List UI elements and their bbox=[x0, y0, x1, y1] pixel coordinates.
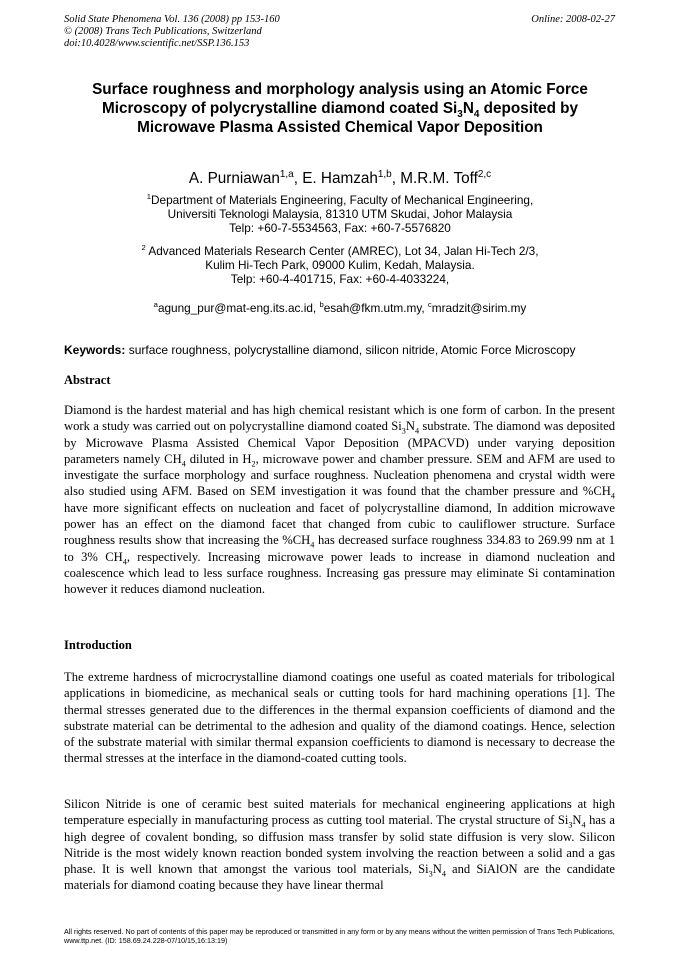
introduction-paragraph-2 bbox=[64, 796, 615, 894]
body-text: Diamond is the hardest material and has high chemical resistant which is one form of carbon. In the present work a study was carried out on polycrystalline diamond coated Si bbox=[64, 403, 615, 434]
body-text: and SiAlON are the candidate materials for diamond coating because they have linear thermal bbox=[64, 862, 615, 893]
affiliation-mark: 2 bbox=[141, 243, 146, 253]
body-text: has decreased surface roughness 334.83 to 269.99 nm at 1 to 3% CH bbox=[64, 533, 615, 564]
email-mark: a bbox=[153, 300, 158, 310]
author bbox=[189, 170, 302, 187]
affiliation-1 bbox=[64, 193, 616, 235]
subscript: 4 bbox=[310, 540, 315, 550]
body-text: The extreme hardness of microcrystalline diamond coatings one useful as coated materials for tribological applications in biomedicine, as mechanical seals or cutting tools for hard machining operations [1]. The thermal stresses generated due to the differences in the thermal expansion coefficients of diamond and the substrate material can be detrimental to the adhesion and quality of the diamond coatings. Hence, selection of the substrate material with similar thermal expansion coefficients to diamond is necessary to decrease the thermal stresses at the interface in the diamond-coated cutting tools. bbox=[64, 670, 615, 766]
copyright-footer: All rights reserved. No part of contents of this paper may be reproduced or transmitted in any form or by any means without the written permission of Trans Tech Publications, www.ttp.net. (ID: 158.69.24.228-07/10/15,16:13:19) bbox=[64, 927, 615, 945]
affiliation-text: Department of Materials Engineering, Faculty of Mechanical Engineering, bbox=[150, 193, 534, 207]
affiliation-contact: Telp: +60-7-5534563, Fax: +60-7-5576820 bbox=[229, 221, 451, 235]
author-name: A. Purniawan bbox=[188, 170, 280, 187]
affiliation-line: Universiti Teknologi Malaysia, 81310 UTM Skudai, Johor Malaysia bbox=[167, 207, 513, 221]
affiliation-line: Kulim Hi-Tech Park, 09000 Kulim, Kedah, Malaysia. bbox=[205, 258, 475, 272]
author-name: M.R.M. Toff bbox=[400, 170, 478, 187]
keywords bbox=[64, 343, 576, 357]
journal-header bbox=[64, 14, 280, 50]
body-text: N bbox=[405, 419, 415, 434]
body-text: Silicon Nitride is one of ceramic best suited materials for mechanical engineering applications at high temperature especially in manufacturing process as cutting tool material. The crystal structure of Si bbox=[64, 797, 615, 828]
affiliation-line bbox=[64, 244, 616, 258]
title-text: N bbox=[462, 100, 474, 117]
author-emails bbox=[64, 301, 616, 315]
keywords-text: surface roughness, polycrystalline diamond, silicon nitride, Atomic Force Microscopy bbox=[125, 343, 576, 357]
author bbox=[302, 170, 400, 187]
subscript: 4 bbox=[181, 459, 186, 469]
affiliation-2 bbox=[64, 244, 616, 286]
email-link[interactable]: mradzit@sirim.my bbox=[431, 301, 527, 315]
subscript: 4 bbox=[473, 109, 480, 121]
affiliation-line bbox=[64, 193, 616, 207]
body-text: substrate. The diamond was deposited by Microwave Plasma Assisted Chemical Vapor Deposition (MPACVD) under varying deposition parameters namely CH bbox=[64, 419, 615, 466]
subscript: 3 bbox=[428, 869, 433, 879]
subscript: 2 bbox=[251, 459, 256, 469]
subscript: 4 bbox=[122, 557, 127, 567]
author-affiliation-mark: 2,c bbox=[477, 168, 492, 180]
title-line-3: Microwave Plasma Assisted Chemical Vapor Deposition bbox=[137, 119, 543, 136]
abstract-heading: Abstract bbox=[64, 373, 111, 387]
paper-title bbox=[64, 80, 616, 137]
author-affiliation-mark: 1,b bbox=[377, 168, 392, 180]
author bbox=[400, 170, 491, 187]
author-affiliation-mark: 1,a bbox=[279, 168, 294, 180]
introduction-paragraph-1 bbox=[64, 669, 615, 767]
introduction-heading: Introduction bbox=[64, 638, 132, 652]
email-link[interactable]: agung_pur@mat-eng.its.ac.id bbox=[157, 301, 313, 315]
title-text: deposited by bbox=[479, 100, 579, 117]
affiliation-contact: Telp: +60-4-401715, Fax: +60-4-4033224, bbox=[230, 272, 450, 286]
journal-citation: Solid State Phenomena Vol. 136 (2008) pp 153-160 bbox=[64, 14, 280, 25]
body-text: have more significant effects on nucleation and facet of polycrystalline diamond, In addition microwave power has an effect on the diamond facet that changed from cubic to cauliflower structure. Surface roughness results show that increasing the %CH bbox=[64, 500, 615, 548]
email-mark: c bbox=[427, 300, 432, 310]
subscript: 3 bbox=[401, 426, 406, 436]
title-text: Microscopy of polycrystalline diamond coated Si bbox=[101, 100, 458, 117]
subscript: 4 bbox=[581, 820, 586, 830]
body-text: , microwave power and chamber pressure. SEM and AFM are used to investigate the surface morphology and surface roughness. Nucleation phenomena and crystal width were also studied using AFM. Based on SEM investigation it was found that the chamber pressure and %CH bbox=[64, 451, 616, 499]
keywords-label: Keywords: bbox=[64, 343, 126, 357]
separator: , bbox=[421, 301, 428, 315]
subscript: 4 bbox=[441, 869, 446, 879]
body-text: , respectively. Increasing microwave power leads to increase in diamond nucleation and coalescence which lead to less surface roughness. Increasing gas pressure may eliminate Si contamination however it reduces diamond nucleation. bbox=[64, 549, 616, 597]
subscript: 3 bbox=[457, 109, 463, 121]
email-mark: b bbox=[319, 300, 324, 310]
separator: , bbox=[293, 170, 303, 187]
subscript: 3 bbox=[568, 820, 573, 830]
body-text: N bbox=[572, 813, 582, 828]
email-link[interactable]: esah@fkm.utm.my bbox=[323, 301, 422, 315]
doi-line: doi:10.4028/www.scientific.net/SSP.136.153 bbox=[64, 38, 250, 49]
abstract-body bbox=[64, 402, 615, 598]
body-text: N bbox=[432, 862, 442, 877]
title-line-1: Surface roughness and morphology analysis using an Atomic Force bbox=[92, 81, 588, 98]
copyright-line: © (2008) Trans Tech Publications, Switzerland bbox=[64, 26, 262, 37]
subscript: 4 bbox=[610, 492, 615, 501]
affiliation-text: Advanced Materials Research Center (AMREC), Lot 34, Jalan Hi-Tech 2/3, bbox=[145, 244, 539, 258]
online-date: Online: 2008-02-27 bbox=[531, 14, 615, 25]
author-name: E. Hamzah bbox=[302, 170, 378, 187]
author-list bbox=[64, 170, 616, 188]
affiliation-mark: 1 bbox=[146, 192, 151, 202]
body-text: has a high degree of covalent bonding, so diffusion mass transfer by solid state diffusion is very slow. Silicon Nitride is the most widely known reaction bonded system involving the reaction between a solid and a gas phase. It is well known that amongst the various tool materials, Si bbox=[64, 813, 615, 877]
body-text: diluted in H bbox=[185, 451, 252, 466]
separator: , bbox=[312, 301, 320, 315]
title-line-2 bbox=[64, 99, 616, 121]
subscript: 4 bbox=[414, 426, 420, 436]
separator: , bbox=[391, 170, 401, 187]
